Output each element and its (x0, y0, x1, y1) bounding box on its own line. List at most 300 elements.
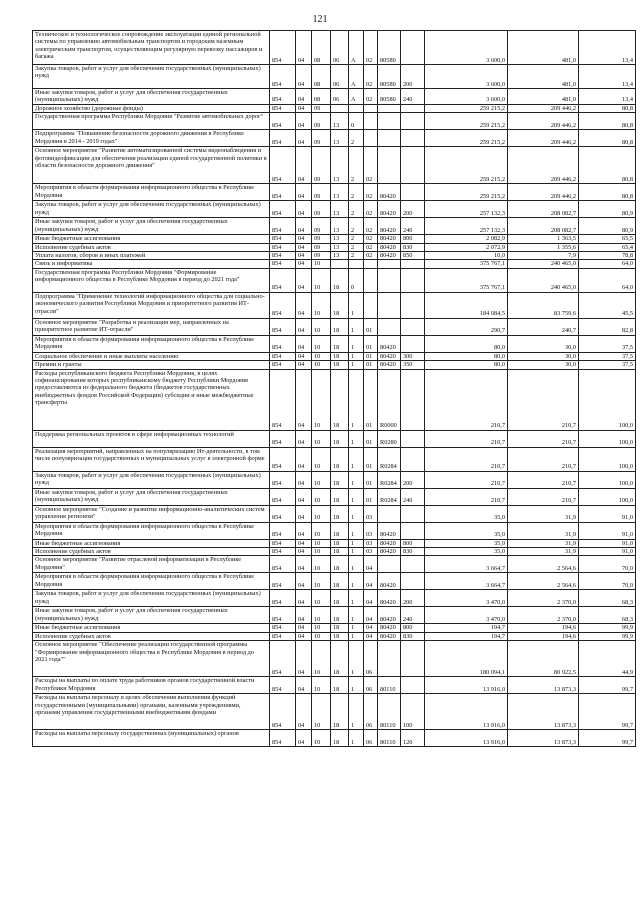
cell-event: 02 (364, 147, 378, 184)
cell-name: Мероприятия в области формирования информационного общества в Республике Мордовия (33, 522, 270, 539)
cell-approved: 210,7 (425, 447, 508, 471)
cell-subsection: 10 (312, 369, 331, 430)
cell-event: 04 (364, 624, 378, 632)
cell-subprogram: 2 (349, 201, 364, 218)
cell-percent: 99,9 (579, 624, 636, 632)
cell-name: Поддержка региональных проектов в сфере информационных технологий (33, 430, 270, 447)
cell-expense-type (401, 522, 425, 539)
cell-program: 13 (331, 218, 349, 235)
table-row (33, 184, 636, 201)
cell-subsection: 10 (312, 260, 331, 268)
cell-executed: 2 564,6 (508, 556, 579, 573)
cell-percent: 80,8 (579, 104, 636, 112)
table-row (33, 539, 636, 547)
cell-subsection: 09 (312, 130, 331, 147)
cell-section: 04 (296, 522, 312, 539)
cell-executed: 209 446,2 (508, 104, 579, 112)
cell-section: 04 (296, 590, 312, 607)
cell-ministry: 854 (270, 89, 296, 105)
cell-ministry: 854 (270, 694, 296, 730)
cell-program: 18 (331, 369, 349, 430)
cell-subsection: 09 (312, 113, 331, 130)
cell-subsection: 10 (312, 447, 331, 471)
cell-expense-type: 830 (401, 548, 425, 556)
cell-section: 04 (296, 632, 312, 640)
cell-approved: 259 215,2 (425, 104, 508, 112)
cell-approved: 259 215,2 (425, 113, 508, 130)
cell-name: Расходы на выплаты по оплате труда работников органов государственной власти Республики Мордовия (33, 677, 270, 694)
cell-direction: 80110 (378, 677, 401, 694)
cell-section: 04 (296, 361, 312, 369)
cell-program: 18 (331, 430, 349, 447)
table-row (33, 235, 636, 243)
cell-direction: 80420 (378, 624, 401, 632)
cell-direction (378, 130, 401, 147)
cell-subsection: 09 (312, 104, 331, 112)
budget-table (32, 30, 636, 747)
cell-approved: 194,7 (425, 624, 508, 632)
cell-event: 06 (364, 677, 378, 694)
cell-name: Основное мероприятие "Развитие отраслевой информатизации в Республике Мордовия" (33, 556, 270, 573)
cell-section: 04 (296, 447, 312, 471)
cell-direction: R0284 (378, 471, 401, 488)
cell-subprogram: 1 (349, 430, 364, 447)
cell-program (331, 104, 349, 112)
cell-section: 04 (296, 694, 312, 730)
cell-event: 01 (364, 430, 378, 447)
cell-direction: 80420 (378, 184, 401, 201)
cell-ministry: 854 (270, 522, 296, 539)
cell-approved: 180 094,1 (425, 641, 508, 677)
cell-subsection: 10 (312, 677, 331, 694)
table-row (33, 130, 636, 147)
cell-section: 04 (296, 252, 312, 260)
cell-executed: 83 759,6 (508, 292, 579, 318)
cell-subprogram: 1 (349, 556, 364, 573)
cell-executed: 208 082,7 (508, 201, 579, 218)
cell-section: 04 (296, 641, 312, 677)
cell-approved: 3 600,0 (425, 65, 508, 89)
cell-program: 18 (331, 505, 349, 522)
cell-ministry: 854 (270, 335, 296, 352)
cell-event: 01 (364, 352, 378, 360)
cell-ministry: 854 (270, 505, 296, 522)
table-row (33, 624, 636, 632)
cell-subsection: 10 (312, 607, 331, 624)
table-row (33, 590, 636, 607)
cell-event: 02 (364, 89, 378, 105)
cell-ministry: 854 (270, 624, 296, 632)
cell-ministry: 854 (270, 268, 296, 292)
cell-name: Иные закупки товаров, работ и услуг для обеспечения государственных (муниципальных) нужд (33, 89, 270, 105)
cell-subsection: 10 (312, 632, 331, 640)
cell-direction: 80110 (378, 694, 401, 730)
cell-executed: 210,7 (508, 369, 579, 430)
cell-expense-type (401, 641, 425, 677)
cell-program: 13 (331, 201, 349, 218)
cell-section: 04 (296, 730, 312, 747)
cell-name: Дорожное хозяйство (дорожные фонды) (33, 104, 270, 112)
cell-percent: 78,8 (579, 252, 636, 260)
cell-approved: 35,0 (425, 539, 508, 547)
cell-approved: 35,0 (425, 505, 508, 522)
cell-executed: 80 922,5 (508, 641, 579, 677)
table-row (33, 113, 636, 130)
cell-event: 06 (364, 730, 378, 747)
cell-event: 04 (364, 556, 378, 573)
cell-name: Расходы республиканского бюджета Республики Мордовия, в целях софинансирования которых республиканскому бюджету Республики Мордовия предоставляются из федерального бюджета (бюджетов государственных внебюджетных фондов Российской Федерации) субсидии и иные межбюджетные трансферты (33, 369, 270, 430)
cell-executed: 240 465,0 (508, 260, 579, 268)
cell-expense-type: 240 (401, 89, 425, 105)
cell-subprogram: 1 (349, 318, 364, 335)
cell-program: 18 (331, 607, 349, 624)
cell-section: 04 (296, 677, 312, 694)
table-row (33, 292, 636, 318)
cell-executed: 1 355,6 (508, 243, 579, 251)
cell-name: Иные закупки товаров, работ и услуг для обеспечения государственных (муниципальных) нужд (33, 607, 270, 624)
cell-direction: 80420 (378, 361, 401, 369)
cell-subsection: 10 (312, 488, 331, 505)
cell-subprogram: 1 (349, 522, 364, 539)
cell-expense-type: 200 (401, 590, 425, 607)
cell-subsection: 09 (312, 243, 331, 251)
cell-subprogram: 1 (349, 369, 364, 430)
table-row (33, 730, 636, 747)
cell-percent: 91,0 (579, 522, 636, 539)
cell-expense-type (401, 104, 425, 112)
cell-direction: 80110 (378, 730, 401, 747)
cell-direction: 80420 (378, 235, 401, 243)
cell-ministry: 854 (270, 430, 296, 447)
cell-name: Закупка товаров, работ и услуг для обеспечения государственных (муниципальных) нужд (33, 65, 270, 89)
cell-ministry: 854 (270, 318, 296, 335)
cell-event (364, 260, 378, 268)
table-row (33, 471, 636, 488)
cell-subsection: 10 (312, 268, 331, 292)
cell-executed: 209 446,2 (508, 184, 579, 201)
cell-expense-type (401, 573, 425, 590)
cell-program: 18 (331, 318, 349, 335)
cell-ministry: 854 (270, 352, 296, 360)
cell-percent: 13,4 (579, 31, 636, 65)
cell-program: 18 (331, 632, 349, 640)
cell-program: 18 (331, 471, 349, 488)
cell-percent: 68,3 (579, 607, 636, 624)
cell-program: 18 (331, 447, 349, 471)
cell-program: 18 (331, 539, 349, 547)
cell-approved: 3 470,0 (425, 607, 508, 624)
cell-ministry: 854 (270, 548, 296, 556)
cell-event: 02 (364, 235, 378, 243)
cell-program: 18 (331, 677, 349, 694)
cell-subsection: 10 (312, 539, 331, 547)
cell-ministry: 854 (270, 65, 296, 89)
cell-direction: 80420 (378, 243, 401, 251)
cell-ministry: 854 (270, 632, 296, 640)
cell-name: Расходы на выплаты персоналу в целях обеспечения выполнения функций государственными (муниципальными) органами, казенными учреждениями, органами управления государственными внебюджетными фондами (33, 694, 270, 730)
cell-executed: 240 465,0 (508, 268, 579, 292)
cell-name: Реализация мероприятий, направленных на популяризацию Ит-деятельности, в том числе популяризация государственных и муниципальных услуг в электронной форме (33, 447, 270, 471)
cell-program: 18 (331, 730, 349, 747)
cell-section: 04 (296, 548, 312, 556)
cell-program: 13 (331, 130, 349, 147)
cell-executed: 31,9 (508, 522, 579, 539)
cell-subprogram: 1 (349, 632, 364, 640)
cell-event: 06 (364, 641, 378, 677)
cell-name: Исполнение судебных актов (33, 243, 270, 251)
cell-subprogram: 1 (349, 488, 364, 505)
cell-executed: 240,7 (508, 318, 579, 335)
cell-executed: 30,0 (508, 352, 579, 360)
cell-event: 02 (364, 243, 378, 251)
cell-name: Иные бюджетные ассигнования (33, 235, 270, 243)
cell-program: 18 (331, 641, 349, 677)
cell-name: Исполнение судебных актов (33, 632, 270, 640)
cell-subsection: 10 (312, 730, 331, 747)
table-row (33, 335, 636, 352)
cell-direction: 80580 (378, 65, 401, 89)
cell-ministry: 854 (270, 235, 296, 243)
cell-event: 06 (364, 694, 378, 730)
table-row (33, 607, 636, 624)
table-row (33, 89, 636, 105)
cell-ministry: 854 (270, 31, 296, 65)
cell-ministry: 854 (270, 130, 296, 147)
cell-executed: 2 370,0 (508, 590, 579, 607)
cell-ministry: 854 (270, 539, 296, 547)
cell-subprogram (349, 260, 364, 268)
cell-subprogram: А (349, 65, 364, 89)
cell-direction (378, 260, 401, 268)
cell-section: 04 (296, 556, 312, 573)
cell-program: 18 (331, 556, 349, 573)
cell-subprogram: 0 (349, 113, 364, 130)
cell-subsection: 10 (312, 624, 331, 632)
cell-ministry: 854 (270, 677, 296, 694)
cell-percent: 91,0 (579, 548, 636, 556)
cell-section: 04 (296, 369, 312, 430)
cell-subsection: 08 (312, 31, 331, 65)
cell-approved: 259 215,2 (425, 130, 508, 147)
table-row (33, 65, 636, 89)
table-row (33, 318, 636, 335)
cell-subprogram: 1 (349, 694, 364, 730)
cell-ministry: 854 (270, 590, 296, 607)
cell-direction (378, 268, 401, 292)
cell-ministry: 854 (270, 218, 296, 235)
cell-expense-type (401, 430, 425, 447)
cell-program: 18 (331, 268, 349, 292)
cell-expense-type (401, 130, 425, 147)
cell-name: Государственная программа Республики Мордовия "Развитие автомобильных дорог" (33, 113, 270, 130)
cell-subsection: 10 (312, 641, 331, 677)
cell-name: Исполнение судебных актов (33, 548, 270, 556)
cell-section: 04 (296, 318, 312, 335)
cell-event: 01 (364, 488, 378, 505)
cell-section: 04 (296, 65, 312, 89)
cell-approved: 80,0 (425, 335, 508, 352)
cell-percent: 13,4 (579, 89, 636, 105)
cell-expense-type: 240 (401, 607, 425, 624)
cell-ministry: 854 (270, 471, 296, 488)
cell-percent: 100,0 (579, 488, 636, 505)
cell-approved: 80,0 (425, 352, 508, 360)
cell-subprogram: 0 (349, 268, 364, 292)
cell-ministry: 854 (270, 607, 296, 624)
table-row (33, 548, 636, 556)
cell-percent: 13,4 (579, 65, 636, 89)
cell-ministry: 854 (270, 369, 296, 430)
cell-name: Мероприятия в области формирования информационного общества в Республике Мордовия (33, 335, 270, 352)
cell-event: 01 (364, 318, 378, 335)
cell-approved: 375 767,1 (425, 260, 508, 268)
cell-section: 04 (296, 235, 312, 243)
cell-percent: 91,0 (579, 539, 636, 547)
cell-ministry: 854 (270, 184, 296, 201)
cell-name: Закупка товаров, работ и услуг для обеспечения государственных (муниципальных) нужд (33, 471, 270, 488)
cell-subprogram: 1 (349, 641, 364, 677)
cell-expense-type (401, 318, 425, 335)
cell-expense-type (401, 31, 425, 65)
cell-approved: 35,0 (425, 522, 508, 539)
cell-subprogram: 1 (349, 505, 364, 522)
cell-expense-type: 200 (401, 65, 425, 89)
cell-percent: 37,5 (579, 335, 636, 352)
cell-event: 03 (364, 548, 378, 556)
cell-executed: 208 082,7 (508, 218, 579, 235)
cell-executed: 209 446,2 (508, 130, 579, 147)
cell-subprogram: 1 (349, 292, 364, 318)
cell-name: Подпрограмма "Применение технологий информационного общества для социально-экономического развития Республики Мордовия и приоритетного развития ИТ-отрасли" (33, 292, 270, 318)
cell-program: 13 (331, 252, 349, 260)
cell-direction (378, 292, 401, 318)
cell-subprogram: 1 (349, 548, 364, 556)
cell-subsection: 08 (312, 65, 331, 89)
cell-program: 13 (331, 147, 349, 184)
cell-executed: 13 873,3 (508, 730, 579, 747)
cell-approved: 210,7 (425, 471, 508, 488)
cell-executed: 30,0 (508, 335, 579, 352)
cell-program: 18 (331, 361, 349, 369)
cell-subprogram: 1 (349, 335, 364, 352)
cell-approved: 257 132,3 (425, 218, 508, 235)
cell-percent: 91,0 (579, 505, 636, 522)
table-row (33, 31, 636, 65)
cell-subsection: 10 (312, 694, 331, 730)
table-row (33, 252, 636, 260)
cell-direction (378, 556, 401, 573)
cell-subsection: 09 (312, 252, 331, 260)
cell-name: Государственная программа Республики Мордовия "Формирование информационного общества в Республике Мордовия в период до 2021 года" (33, 268, 270, 292)
cell-program: 18 (331, 292, 349, 318)
cell-program: 06 (331, 31, 349, 65)
cell-executed: 210,7 (508, 488, 579, 505)
cell-direction: 80580 (378, 89, 401, 105)
cell-ministry: 854 (270, 556, 296, 573)
cell-percent: 37,5 (579, 352, 636, 360)
cell-percent: 44,9 (579, 641, 636, 677)
cell-event (364, 113, 378, 130)
cell-percent: 70,0 (579, 556, 636, 573)
cell-subprogram: А (349, 89, 364, 105)
table-row (33, 201, 636, 218)
cell-subsection: 09 (312, 147, 331, 184)
cell-executed: 1 363,5 (508, 235, 579, 243)
cell-executed: 2 564,6 (508, 573, 579, 590)
cell-subsection: 10 (312, 361, 331, 369)
cell-approved: 259 215,2 (425, 147, 508, 184)
cell-subsection: 10 (312, 505, 331, 522)
cell-name: Иные закупки товаров, работ и услуг для обеспечения государственных (муниципальных) нужд (33, 218, 270, 235)
cell-expense-type: 800 (401, 539, 425, 547)
cell-name: Техническое и технологическое сопровождение эксплуатации единой региональной системы по управлению автомобильным транспортом и городским наземным электрическим транспортом, осуществляющим регулярную перевозку пассажиров и багажа (33, 31, 270, 65)
cell-approved: 80,0 (425, 361, 508, 369)
cell-expense-type: 100 (401, 694, 425, 730)
cell-ministry: 854 (270, 730, 296, 747)
cell-executed: 209 446,2 (508, 113, 579, 130)
cell-direction: 80420 (378, 522, 401, 539)
cell-subsection: 10 (312, 573, 331, 590)
cell-event: 02 (364, 252, 378, 260)
cell-name: Социальное обеспечение и иные выплаты населению (33, 352, 270, 360)
cell-subprogram (349, 104, 364, 112)
cell-subsection: 09 (312, 218, 331, 235)
cell-direction: 80420 (378, 201, 401, 218)
cell-program: 18 (331, 624, 349, 632)
cell-name: Связь и информатика (33, 260, 270, 268)
cell-name: Основное мероприятие "Создание и развитие информационно-аналитических систем управления регионом" (33, 505, 270, 522)
cell-executed: 481,0 (508, 31, 579, 65)
table-row (33, 430, 636, 447)
cell-direction: 80420 (378, 539, 401, 547)
cell-event: 01 (364, 335, 378, 352)
cell-name: Расходы на выплаты персоналу государственных (муниципальных) органов (33, 730, 270, 747)
cell-expense-type (401, 260, 425, 268)
cell-direction (378, 113, 401, 130)
cell-event: 01 (364, 447, 378, 471)
cell-program: 13 (331, 243, 349, 251)
cell-event: 02 (364, 31, 378, 65)
table-row (33, 218, 636, 235)
cell-program: 18 (331, 573, 349, 590)
cell-event (364, 268, 378, 292)
cell-section: 04 (296, 104, 312, 112)
cell-ministry: 854 (270, 573, 296, 590)
cell-expense-type: 830 (401, 243, 425, 251)
cell-ministry: 854 (270, 260, 296, 268)
cell-percent: 80,8 (579, 184, 636, 201)
cell-subprogram: 1 (349, 624, 364, 632)
cell-subsection: 10 (312, 522, 331, 539)
cell-direction (378, 318, 401, 335)
cell-subprogram: 2 (349, 252, 364, 260)
cell-event: 01 (364, 361, 378, 369)
cell-section: 04 (296, 89, 312, 105)
table-row (33, 268, 636, 292)
cell-approved: 13 916,0 (425, 694, 508, 730)
cell-percent: 64,0 (579, 260, 636, 268)
cell-program: 18 (331, 590, 349, 607)
cell-ministry: 854 (270, 113, 296, 130)
cell-approved: 13 916,0 (425, 730, 508, 747)
cell-expense-type: 200 (401, 471, 425, 488)
cell-name: Уплата налогов, сборов и иных платежей (33, 252, 270, 260)
cell-program: 06 (331, 65, 349, 89)
cell-approved: 10,0 (425, 252, 508, 260)
cell-program: 18 (331, 488, 349, 505)
cell-expense-type (401, 147, 425, 184)
cell-percent: 64,0 (579, 268, 636, 292)
